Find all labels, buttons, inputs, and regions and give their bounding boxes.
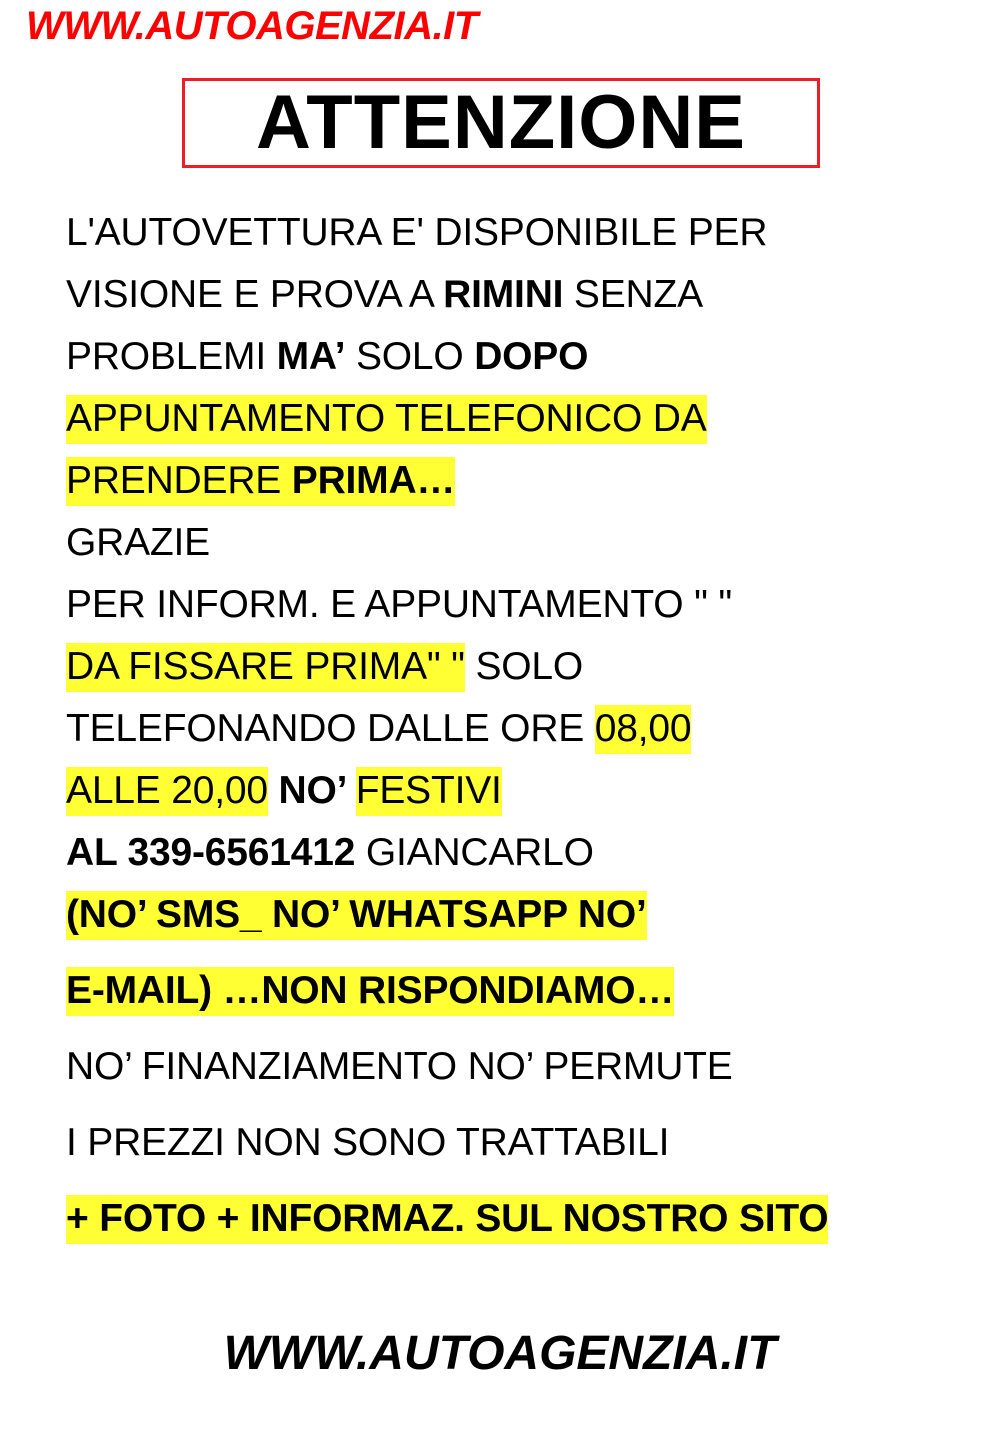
- notice-line-3-part-b: MA’: [276, 335, 346, 378]
- notice-line-10-part-b: NO’: [267, 769, 356, 812]
- notice-line-2: [66, 264, 966, 326]
- notice-line-1-text: L'AUTOVETTURA E' DISPONIBILE PER: [66, 211, 768, 254]
- notice-line-1: [66, 202, 966, 264]
- notice-line-3-part-c: SOLO: [345, 335, 475, 378]
- notice-line-4: [66, 388, 966, 450]
- notice-line-10: [66, 760, 966, 822]
- notice-line-8-part-a: DA FISSARE: [66, 643, 304, 692]
- notice-line-14-text: NO’ FINANZIAMENTO NO’ PERMUTE: [66, 1045, 733, 1088]
- notice-line-10-part-c: FESTIVI: [356, 767, 502, 816]
- spacer-3: [66, 1098, 966, 1112]
- notice-line-13: [66, 960, 966, 1022]
- notice-line-9: [66, 698, 966, 760]
- notice-line-2-city: RIMINI: [443, 273, 564, 316]
- notice-line-5-part-b: PRIMA…: [292, 457, 455, 506]
- notice-line-3-part-a: PROBLEMI: [66, 335, 277, 378]
- notice-line-2-part-a: VISIONE E PROVA A: [66, 273, 444, 316]
- notice-line-6: [66, 512, 966, 574]
- notice-line-14: [66, 1036, 966, 1098]
- notice-line-15-text: I PREZZI NON SONO TRATTABILI: [66, 1121, 670, 1164]
- notice-line-5-part-a: PRENDERE: [66, 457, 292, 506]
- notice-line-9-time-start: 08,00: [595, 705, 692, 754]
- notice-line-9-part-a: TELEFONANDO DALLE ORE: [66, 707, 595, 750]
- notice-line-10-time-end: ALLE 20,00: [66, 767, 268, 816]
- attention-banner: [182, 78, 820, 168]
- header-site-url: WWW.AUTOAGENZIA.IT: [26, 4, 478, 48]
- notice-line-7: [66, 574, 966, 636]
- notice-line-8-part-c: SOLO: [464, 645, 584, 688]
- footer-site-url: WWW.AUTOAGENZIA.IT: [223, 1327, 777, 1380]
- spacer-2: [66, 1022, 966, 1036]
- notice-line-8-part-b: PRIMA" ": [304, 643, 464, 692]
- notice-body: [66, 202, 966, 1250]
- notice-line-12-text: (NO’ SMS_ NO’ WHATSAPP NO’: [66, 891, 647, 940]
- contact-name: GIANCARLO: [355, 831, 594, 874]
- notice-line-16-text: + FOTO + INFORMAZ. SUL NOSTRO SITO: [66, 1195, 828, 1244]
- spacer-1: [66, 946, 966, 960]
- notice-line-3: [66, 326, 966, 388]
- notice-line-3-part-d: DOPO: [474, 335, 589, 378]
- notice-line-11: [66, 822, 966, 884]
- attention-title: ATTENZIONE: [256, 80, 746, 165]
- notice-line-2-part-c: SENZA: [563, 273, 703, 316]
- notice-line-7-text: PER INFORM. E APPUNTAMENTO " ": [66, 583, 732, 626]
- notice-line-5: [66, 450, 966, 512]
- notice-line-4-text: APPUNTAMENTO TELEFONICO DA: [66, 395, 707, 444]
- notice-line-8: [66, 636, 966, 698]
- notice-line-15: [66, 1112, 966, 1174]
- notice-line-12: [66, 884, 966, 946]
- notice-line-6-text: GRAZIE: [66, 521, 210, 564]
- spacer-4: [66, 1174, 966, 1188]
- notice-line-13-text: E-MAIL) …NON RISPONDIAMO…: [66, 967, 674, 1016]
- phone-number: AL 339-6561412: [66, 831, 356, 874]
- notice-line-16: [66, 1188, 966, 1250]
